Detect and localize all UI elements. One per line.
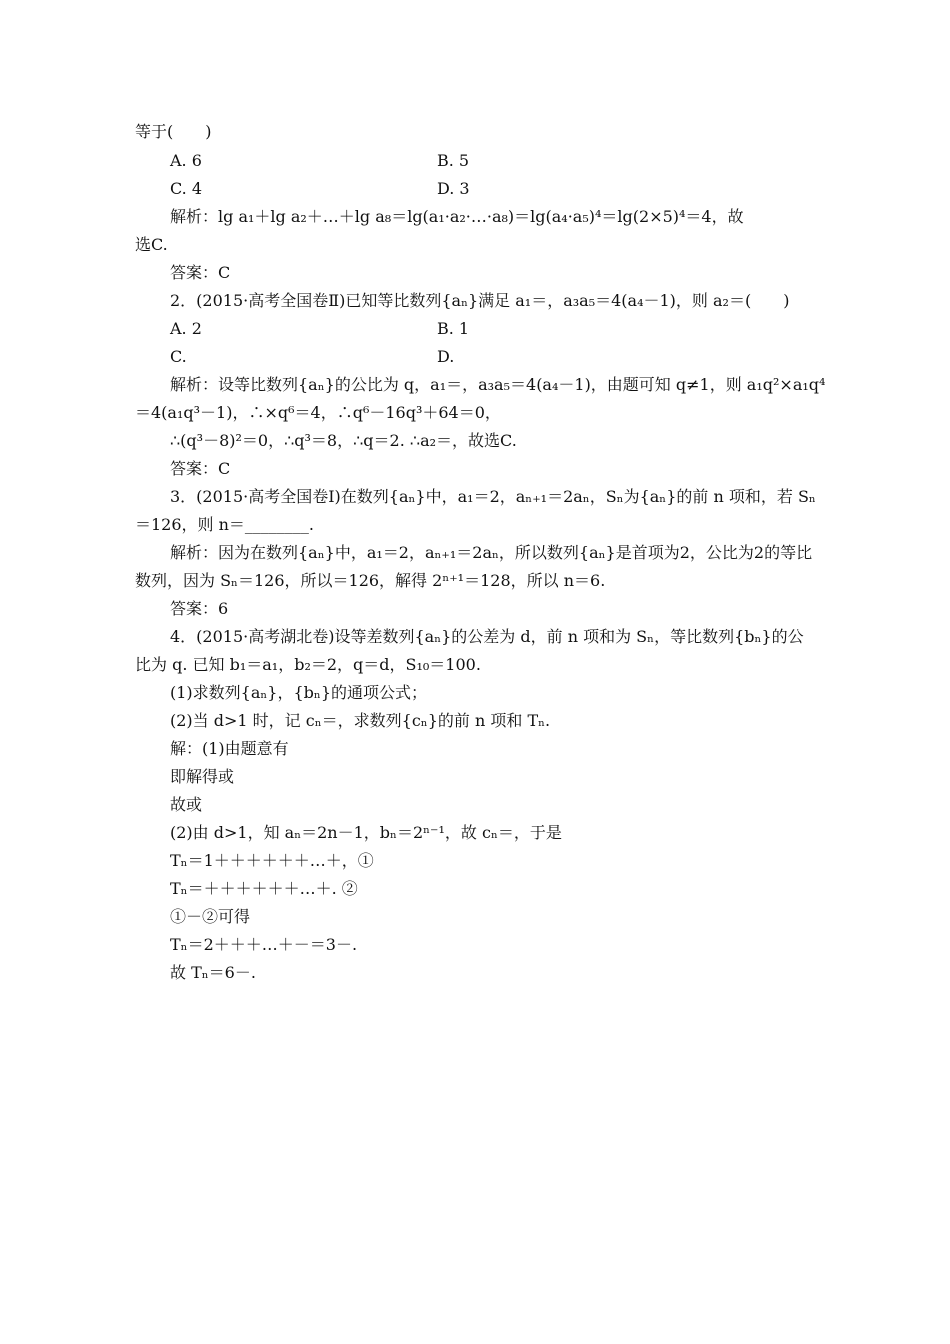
text: 解析：因为在数列{aₙ}中，a₁＝2，aₙ₊₁＝2aₙ，所以数列{aₙ}是首项为2，公比为2的等比 [170, 543, 813, 562]
text: 2．(2015·高考全国卷Ⅱ)已知等比数列{aₙ}满足 a₁＝，a₃a₅＝4(a₄－1)，则 a₂＝( ) [170, 291, 790, 310]
q1-options-row-1 [170, 151, 470, 171]
q4-solution-line [170, 795, 202, 815]
q3-solution-cont [135, 571, 605, 591]
text: 3．(2015·高考全国卷Ⅰ)在数列{aₙ}中，a₁＝2，aₙ₊₁＝2aₙ，Sₙ为{aₙ}的前 n 项和，若 Sₙ [170, 487, 816, 506]
q4-solution-line [170, 963, 256, 983]
q4-solution-line [170, 907, 250, 927]
option-b: B. 5 [437, 151, 470, 170]
q4-solution-line [170, 823, 562, 843]
text: 4．(2015·高考湖北卷)设等差数列{aₙ}的公差为 d，前 n 项和为 Sₙ，等比数列{bₙ}的公 [170, 627, 804, 646]
q2-answer [170, 459, 230, 479]
text: ＝126，则 n＝________. [135, 515, 315, 534]
option-d: D. [437, 347, 455, 366]
q1-solution [170, 207, 744, 227]
option-a: A. 2 [170, 319, 202, 338]
q3-stem [170, 487, 816, 507]
q4-solution [170, 739, 289, 759]
q4-solution-line [170, 879, 358, 899]
text: Tₙ＝＋＋＋＋＋＋…＋. ② [170, 879, 358, 898]
q1-stem-tail [135, 122, 212, 142]
text: ＝4(a₁q³－1)，∴×q⁶＝4，∴q⁶－16q³＋64＝0， [135, 403, 501, 422]
text: 即解得或 [170, 767, 235, 786]
q3-answer [170, 599, 228, 619]
text: 解析：设等比数列{aₙ}的公比为 q，a₁＝，a₃a₅＝4(a₄－1)，由题可知 q≠1，则 a₁q²×a₁q⁴ [170, 375, 826, 394]
option-c: C. 4 [170, 179, 203, 198]
q4-stem-cont [135, 655, 481, 675]
text: ①－②可得 [170, 907, 251, 926]
text: 故 Tₙ＝6－. [170, 963, 256, 982]
text: 答案：6 [170, 599, 229, 618]
text: 选C. [135, 235, 168, 254]
q3-solution [170, 543, 812, 563]
q3-stem-cont [135, 515, 314, 535]
q4-solution-line [170, 851, 374, 871]
text: 答案：C [170, 263, 231, 282]
option-d: D. 3 [437, 179, 470, 198]
q4-solution-line [170, 935, 357, 955]
q2-options-row-1 [170, 319, 470, 339]
text: 数列，因为 Sₙ＝126，所以＝126，解得 2ⁿ⁺¹＝128，所以 n＝6. [135, 571, 606, 590]
text: ∴(q³－8)²＝0，∴q³＝8，∴q＝2. ∴a₂＝，故选C. [170, 431, 517, 450]
q2-stem [170, 291, 789, 311]
text: Tₙ＝2＋＋＋…＋－＝3－. [170, 935, 358, 954]
text: 解：(1)由题意有 [170, 739, 289, 758]
q1-answer [170, 263, 230, 283]
text: 解析：lg a₁＋lg a₂＋…＋lg a₈＝lg(a₁·a₂·…·a₈)＝lg(a₄·a₅)⁴＝lg(2×5)⁴＝4，故 [170, 207, 744, 226]
text: 等于( ) [135, 122, 212, 141]
text: (1)求数列{aₙ}，{bₙ}的通项公式； [170, 683, 428, 702]
option-a: A. 6 [170, 151, 202, 170]
option-b: B. 1 [437, 319, 470, 338]
q2-solution-cont-2 [170, 431, 517, 451]
q2-options-row-2 [170, 347, 455, 367]
q4-part-1 [170, 683, 427, 703]
text: Tₙ＝1＋＋＋＋＋＋…＋，① [170, 851, 374, 870]
q4-solution-line [170, 767, 234, 787]
text: (2)当 d>1 时，记 cₙ＝，求数列{cₙ}的前 n 项和 Tₙ. [170, 711, 551, 730]
q4-stem [170, 627, 804, 647]
text: (2)由 d>1，知 aₙ＝2n－1，bₙ＝2ⁿ⁻¹，故 cₙ＝，于是 [170, 823, 562, 842]
q1-options-row-2 [170, 179, 470, 199]
q1-solution-cont [135, 235, 168, 255]
text: 答案：C [170, 459, 231, 478]
q2-solution-cont [135, 403, 501, 423]
q4-part-2 [170, 711, 550, 731]
text: 故或 [170, 795, 203, 814]
text: 比为 q. 已知 b₁＝a₁，b₂＝2，q＝d，S₁₀＝100. [135, 655, 481, 674]
q2-solution [170, 375, 825, 395]
option-c: C. [170, 347, 187, 366]
